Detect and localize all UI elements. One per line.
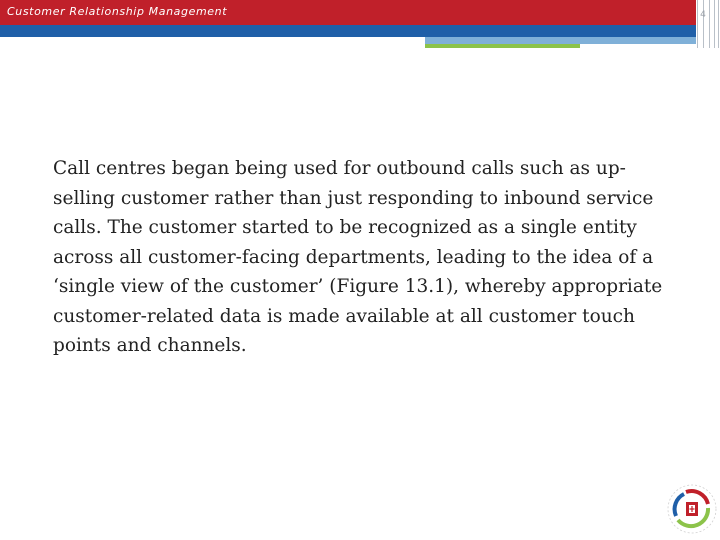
decorative-line <box>703 0 704 48</box>
header-stripe-green <box>425 44 580 48</box>
decorative-line <box>697 0 698 48</box>
presentation-title: Customer Relationship Management <box>7 5 228 18</box>
body-paragraph: Call centres began being used for outbound calls such as up-selling customer rather than just responding to inbound service calls. The customer started to be recognized as a single entity across all customer-facing departments, leading to the idea of a ‘single view of the customer’ (Figure 13.1), whereby appropriate customer-related data is made available at all customer touch points and channels. <box>53 158 663 356</box>
decorative-line <box>718 0 719 48</box>
header-stripe-light-blue <box>425 37 696 44</box>
header-bar <box>0 0 696 25</box>
university-seal-logo <box>664 478 720 538</box>
decorative-line <box>709 0 710 48</box>
decorative-line <box>714 0 715 48</box>
header-stripe-blue <box>0 25 696 37</box>
page-number: 4 <box>700 10 706 20</box>
